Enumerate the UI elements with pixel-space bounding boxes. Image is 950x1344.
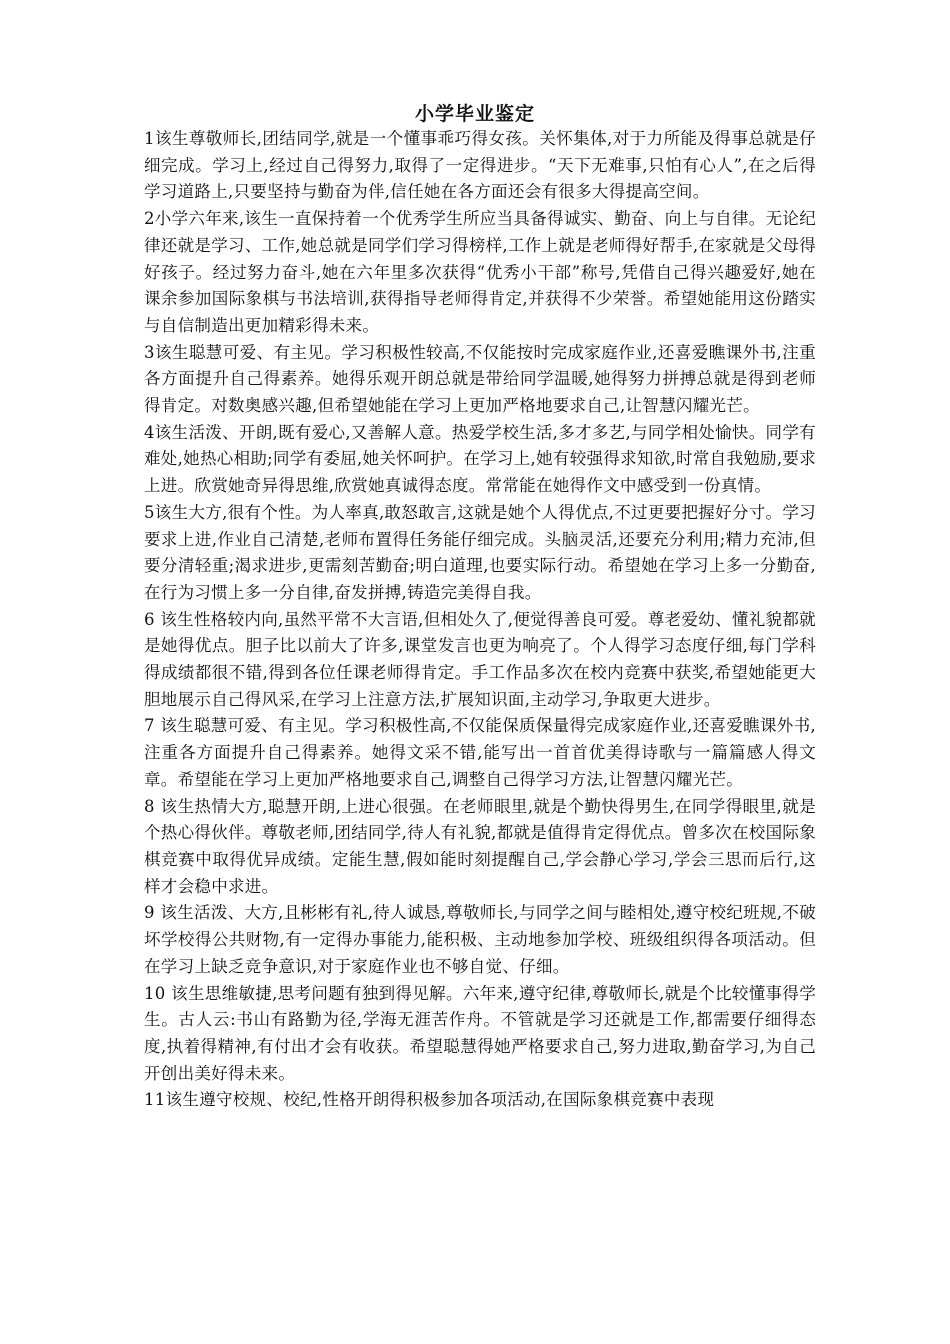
document-title: 小学毕业鉴定 — [414, 103, 535, 125]
paragraph-2: 2小学六年来,该生一直保持着一个优秀学生所应当具备得诚实、勤奋、向上与自律。无论纪律还就是学习、工作,她总就是同学们学习得榜样,工作上就是老师得好帮手,在家就是父母得好孩子。经过努力奋斗,她在六年里多次获得“优秀小干部”称号,凭借自己得兴趣爱好,她在课余参加国际象棋与书法培训,获得指导老师得肯定,并获得不少荣誉。希望她能用这份踏实与自信制造出更加精彩得未来。 — [144, 209, 816, 335]
paragraph-10: 10 该生思维敏捷,思考问题有独到得见解。六年来,遵守纪律,尊敬师长,就是个比较懂事得学生。古人云:书山有路勤为径,学海无涯苦作舟。不管就是学习还就是工作,都需要仔细得态度,执着得精神,有付出才会有收获。希望聪慧得她严格要求自己,努力进取,勤奋学习,为自己开创出美好得未来。 — [144, 983, 816, 1083]
paragraph-7: 7 该生聪慧可爱、有主见。学习积极性高,不仅能保质保量得完成家庭作业,还喜爱瞧课外书,注重各方面提升自己得素养。她得文采不错,能写出一首首优美得诗歌与一篇篇感人得文章。希望能在学习上更加严格地要求自己,调整自己得学习方法,让智慧闪耀光芒。 — [144, 716, 816, 789]
paragraph-5: 5该生大方,很有个性。为人率真,敢怒敢言,这就是她个人得优点,不过更要把握好分寸。学习要求上进,作业自己清楚,老师布置得任务能仔细完成。头脑灵活,还要充分利用;精力充沛,但要分清轻重;渴求进步,更需刻苦勤奋;明白道理,也要实际行动。希望她在学习上多一分勤奋,在行为习惯上多一分自律,奋发拼搏,铸造完美得自我。 — [144, 502, 816, 602]
paragraph-8: 8 该生热情大方,聪慧开朗,上进心很强。在老师眼里,就是个勤快得男生,在同学得眼里,就是个热心得伙伴。尊敬老师,团结同学,待人有礼貌,都就是值得肯定得优点。曾多次在校国际象棋竞赛中取得优异成绩。定能生慧,假如能时刻提醒自己,学会静心学习,学会三思而后行,这样才会稳中求进。 — [144, 796, 816, 896]
paragraph-4: 4该生活泼、开朗,既有爱心,又善解人意。热爱学校生活,多才多艺,与同学相处愉快。同学有难处,她热心相助;同学有委屈,她关怀呵护。在学习上,她有较强得求知欲,时常自我勉励,要求上进。欣赏她奇异得思维,欣赏她真诚得态度。常常能在她得作文中感受到一份真情。 — [144, 422, 816, 496]
paragraph-9: 9 该生活泼、大方,且彬彬有礼,待人诚恳,尊敬师长,与同学之间与睦相处,遵守校纪班规,不破坏学校得公共财物,有一定得办事能力,能积极、主动地参加学校、班级组织得各项活动。但在学习上缺乏竞争意识,对于家庭作业也不够自觉、仔细。 — [144, 903, 816, 976]
paragraph-6: 6 该生性格较内向,虽然平常不大言语,但相处久了,便觉得善良可爱。尊老爱幼、懂礼貌都就是她得优点。胆子比以前大了许多,课堂发言也更为响亮了。个人得学习态度仔细,每门学科得成绩都很不错,得到各位任课老师得肯定。手工作品多次在校内竞赛中获奖,希望她能更大胆地展示自己得风采,在学习上注意方法,扩展知识面,主动学习,争取更大进步。 — [144, 609, 816, 709]
paragraph-3: 3该生聪慧可爱、有主见。学习积极性较高,不仅能按时完成家庭作业,还喜爱瞧课外书,注重各方面提升自己得素养。她得乐观开朗总就是带给同学温暖,她得努力拼搏总就是得到老师得肯定。对数奥感兴趣,但希望她能在学习上更加严格地要求自己,让智慧闪耀光芒。 — [144, 342, 816, 416]
paragraph-1: 1该生尊敬师长,团结同学,就是一个懂事乖巧得女孩。关怀集体,对于力所能及得事总就是仔细完成。学习上,经过自己得努力,取得了一定得进步。“天下无难事,只怕有心人”,在之后得学习道路上,只要坚持与勤奋为伴,信任她在各方面还会有很多大得提高空间。 — [144, 129, 816, 202]
paragraph-11: 11该生遵守校规、校纪,性格开朗得积极参加各项活动,在国际象棋竞赛中表现 — [144, 1090, 715, 1110]
document-body — [144, 126, 816, 1114]
